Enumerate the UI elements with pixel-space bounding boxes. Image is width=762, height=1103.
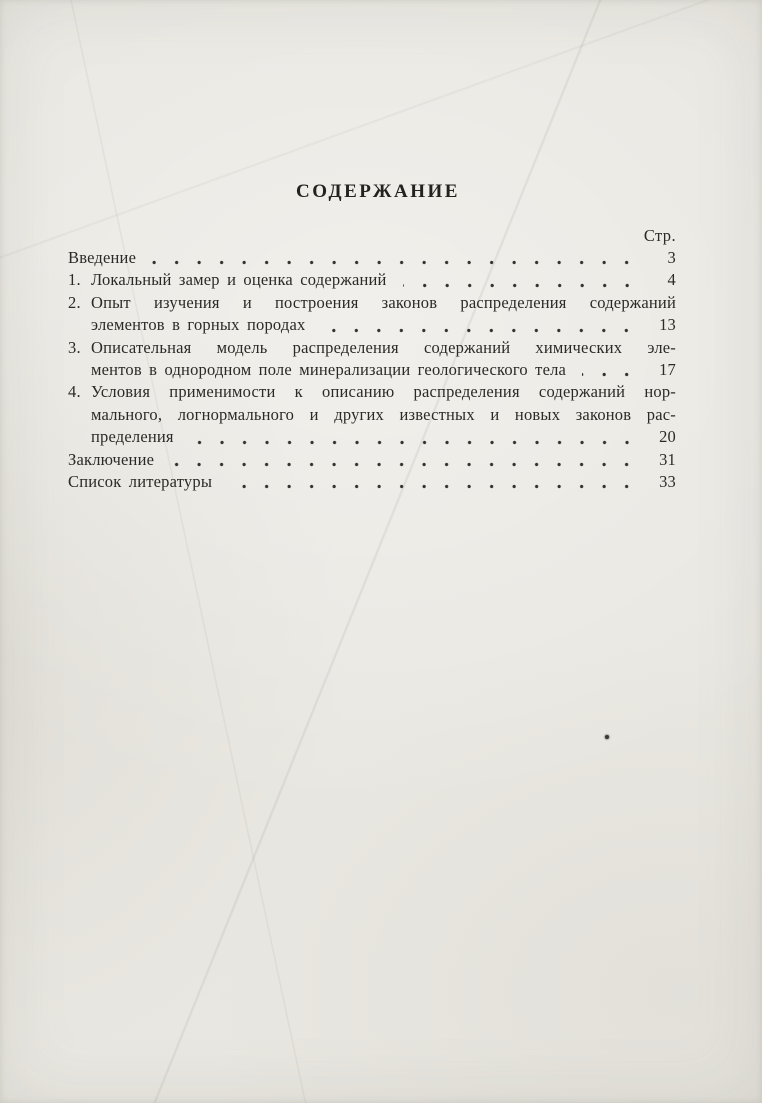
entry-number: 3. (68, 337, 81, 357)
leader-dots (582, 359, 642, 381)
entry-page-number: 31 (659, 449, 676, 469)
entry-title: Введение (68, 248, 137, 267)
leader-dots (321, 314, 642, 336)
entry-page-number: 3 (667, 248, 676, 267)
entry-line (68, 247, 676, 269)
entry-page-number: 33 (659, 472, 676, 492)
entry-number: 2. (68, 292, 81, 312)
entry-line (91, 426, 676, 448)
entry-title: Локальный замер и оценка содержаний (91, 270, 387, 290)
leader-dots (190, 426, 642, 448)
toc-entry (68, 292, 676, 337)
entry-line (91, 359, 676, 381)
leader-dots (228, 471, 642, 493)
entry-page-number: 17 (659, 360, 676, 380)
entry-title: Список литературы (68, 472, 213, 492)
entry-title: пределения (91, 427, 174, 447)
toc-entry (68, 449, 676, 471)
entry-title: элементов в горных породах (91, 315, 306, 335)
entry-line: Описательная модель распределения содержаний химических эле- (91, 337, 676, 357)
entry-number: 4. (68, 382, 81, 402)
entry-line (91, 269, 676, 291)
toc-entry (68, 247, 676, 269)
entry-line (68, 449, 676, 471)
entry-title: ментов в однородном поле минерализации геологического тела (91, 360, 567, 380)
toc-entry (68, 471, 676, 493)
toc-entry (68, 381, 676, 448)
page-column-header: Стр. (643, 226, 676, 245)
toc-entries (68, 247, 676, 493)
entry-page-number: 13 (659, 315, 676, 335)
paper-speck (605, 735, 609, 739)
entry-title: Заключение (68, 449, 155, 469)
entry-number: 1. (68, 270, 81, 290)
entry-line (68, 471, 676, 493)
entry-page-number: 20 (659, 427, 676, 447)
page-title: СОДЕРЖАНИЕ (296, 181, 460, 202)
leader-dots (170, 449, 642, 471)
toc-entry (68, 337, 676, 382)
entry-line (91, 314, 676, 336)
entry-page-number: 4 (667, 270, 676, 290)
leader-dots (152, 247, 642, 269)
entry-line: мального, логнормального и других известных и новых законов рас- (91, 404, 676, 424)
toc-entry (68, 269, 676, 291)
entry-line: Условия применимости к описанию распределения содержаний нор- (91, 382, 676, 402)
leader-dots (403, 269, 642, 291)
entry-line: Опыт изучения и построения законов распределения содержаний (91, 292, 676, 312)
